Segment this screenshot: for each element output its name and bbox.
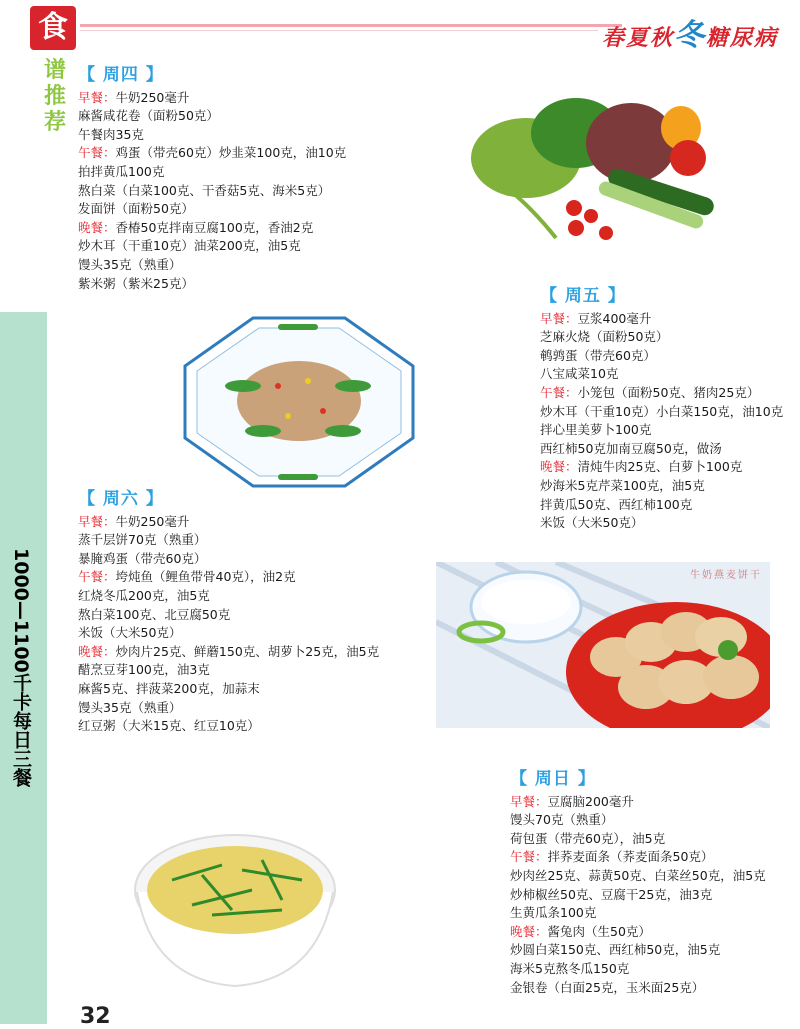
menu-text: 牛奶250毫升 — [115, 89, 190, 105]
meal-label: 午餐： — [78, 145, 116, 161]
menu-line — [78, 606, 379, 625]
menu-text: 西红柿50克加南豆腐50克，做汤 — [540, 440, 722, 456]
menu-line — [78, 624, 379, 643]
vegetables-image — [456, 88, 718, 256]
meal-label: 早餐： — [540, 310, 578, 326]
food-badge: 食 — [30, 6, 76, 50]
meal-label: 晚餐： — [78, 643, 116, 659]
menu-line — [78, 513, 379, 532]
menu-line — [510, 886, 766, 905]
menu-line — [78, 200, 346, 219]
menu-text: 香椿50克拌南豆腐100克，香油2克 — [115, 219, 314, 235]
menu-text: 馒头35克（熟重） — [78, 256, 182, 272]
menu-text: 红烧冬瓜200克，油5克 — [78, 587, 210, 603]
menu-friday — [540, 287, 783, 533]
page-number: 32 — [80, 1004, 111, 1029]
menu-text: 米饭（大米50克） — [78, 625, 182, 641]
day-title: 【 周四 】 — [78, 65, 164, 85]
menu-text: 鹌鹑蛋（带壳60克） — [540, 347, 656, 363]
menu-text: 拌黄瓜50克、西红柿100克 — [540, 496, 693, 512]
header-rule — [80, 24, 622, 27]
menu-line — [78, 126, 346, 145]
menu-text: 炒柿椒丝50克、豆腐干25克，油3克 — [510, 886, 713, 902]
menu-line — [78, 587, 379, 606]
menu-line — [540, 347, 783, 366]
menu-line — [510, 811, 766, 830]
side-vertical-title — [11, 548, 39, 787]
menu-line — [540, 365, 783, 384]
menu-text: 炒肉片25克、鲜蘑150克、胡萝卜25克，油5克 — [115, 643, 380, 659]
menu-text: 紫米粥（紫米25克） — [78, 275, 194, 291]
menu-line — [540, 421, 783, 440]
menu-line — [540, 384, 783, 403]
menu-text: 生黄瓜条100克 — [510, 905, 597, 921]
menu-line — [78, 89, 346, 108]
menu-line — [78, 107, 346, 126]
meal-label: 午餐： — [78, 569, 116, 585]
milk-oat-biscuit-photo — [436, 562, 770, 728]
menu-line — [510, 941, 766, 960]
menu-sunday — [510, 770, 766, 997]
menu-text: 酱兔肉（生50克） — [547, 923, 651, 939]
menu-text: 馒头35克（熟重） — [78, 699, 182, 715]
menu-line — [540, 440, 783, 459]
menu-text: 拌荞麦面条（荞麦面条50克） — [547, 849, 714, 865]
photo-caption: 牛奶燕麦饼干 — [690, 570, 762, 581]
menu-line — [78, 219, 346, 238]
menu-text: 暴腌鸡蛋（带壳60克） — [78, 550, 207, 566]
menu-line — [510, 848, 766, 867]
menu-line — [78, 144, 346, 163]
side-recommend-label — [44, 58, 72, 136]
meal-label: 晚餐： — [78, 219, 116, 235]
menu-text: 红豆粥（大米15克、红豆10克） — [78, 718, 260, 734]
menu-line — [78, 182, 346, 201]
menu-text: 馒头70克（熟重） — [510, 812, 614, 828]
menu-line — [510, 867, 766, 886]
menu-text: 鸡蛋（带壳60克）炒韭菜100克，油10克 — [115, 145, 347, 161]
recommend-char: 荐 — [44, 110, 67, 135]
brand-prefix: 春夏秋 — [601, 25, 674, 51]
menu-line — [540, 496, 783, 515]
menu-line — [540, 328, 783, 347]
menu-line — [78, 550, 379, 569]
menu-text: 炒肉丝25克、蒜黄50克、白菜丝50克，油5克 — [510, 867, 766, 883]
menu-text: 小笼包（面粉50克、猪肉25克） — [577, 384, 760, 400]
day-title: 【 周六 】 — [78, 489, 164, 509]
menu-line — [78, 568, 379, 587]
recommend-char: 谱 — [44, 58, 67, 83]
menu-line — [78, 256, 346, 275]
menu-text: 金银卷（白面25克，玉米面25克） — [510, 979, 705, 995]
meal-label: 晚餐： — [510, 923, 548, 939]
day-title: 【 周日 】 — [510, 769, 596, 789]
menu-line — [540, 514, 783, 533]
menu-line — [510, 979, 766, 998]
menu-line — [78, 717, 379, 736]
recommend-char: 推 — [44, 84, 67, 109]
menu-text: 熬白菜（白菜100克、干香菇5克、海米5克） — [78, 182, 331, 198]
brand-suffix: 糖尿病 — [705, 25, 778, 51]
menu-line — [510, 793, 766, 812]
menu-text: 炒木耳（干重10克）小白菜150克，油10克 — [540, 403, 784, 419]
vertical-title-text: 1000—1100千卡每日三餐 — [10, 548, 32, 787]
menu-line — [510, 960, 766, 979]
menu-text: 拍拌黄瓜100克 — [78, 163, 165, 179]
menu-text: 豆浆400毫升 — [577, 310, 652, 326]
menu-text: 牛奶250毫升 — [115, 513, 190, 529]
menu-saturday — [78, 490, 379, 736]
menu-thursday — [78, 66, 346, 293]
menu-line — [510, 904, 766, 923]
meal-label: 早餐： — [78, 89, 116, 105]
menu-text: 熬白菜100克、北豆腐50克 — [78, 606, 231, 622]
menu-line — [78, 163, 346, 182]
menu-text: 豆腐脑200毫升 — [547, 793, 634, 809]
menu-line — [540, 310, 783, 329]
meal-label: 午餐： — [540, 384, 578, 400]
menu-line — [78, 680, 379, 699]
menu-text: 蒸千层饼70克（熟重） — [78, 532, 207, 548]
meal-label: 午餐： — [510, 849, 548, 865]
menu-line — [78, 275, 346, 294]
biscuit-photo-drawing — [436, 562, 770, 728]
menu-line — [78, 531, 379, 550]
menu-line — [78, 699, 379, 718]
menu-line — [510, 830, 766, 849]
menu-text: 米饭（大米50克） — [540, 515, 644, 531]
menu-text: 芝麻火烧（面粉50克） — [540, 329, 669, 345]
menu-line — [78, 643, 379, 662]
menu-line — [540, 403, 783, 422]
menu-text: 炒木耳（干重10克）油菜200克，油5克 — [78, 238, 301, 254]
menu-line — [540, 477, 783, 496]
porridge-bowl-image — [132, 820, 338, 990]
menu-text: 麻酱5克、拌菠菜200克，加蒜末 — [78, 680, 260, 696]
meal-label: 晚餐： — [540, 459, 578, 475]
menu-text: 醋烹豆芽100克，油3克 — [78, 662, 210, 678]
menu-text: 拌心里美萝卜100克 — [540, 422, 652, 438]
brand-big-char: 冬 — [673, 18, 706, 53]
menu-line — [540, 458, 783, 477]
menu-line — [78, 237, 346, 256]
header-rule-thin — [80, 30, 598, 31]
menu-text: 午餐肉35克 — [78, 126, 144, 142]
menu-text: 八宝咸菜10克 — [540, 366, 619, 382]
menu-text: 海米5克熬冬瓜150克 — [510, 960, 630, 976]
meal-label: 早餐： — [78, 513, 116, 529]
brand-title — [602, 10, 778, 54]
menu-text: 荷包蛋（带壳60克），油5克 — [510, 830, 666, 846]
menu-text: 麻酱咸花卷（面粉50克） — [78, 108, 219, 124]
menu-text: 垮炖鱼（鲤鱼带骨40克），油2克 — [115, 569, 296, 585]
meal-label: 早餐： — [510, 793, 548, 809]
menu-text: 炒海米5克芹菜100克，油5克 — [540, 477, 705, 493]
menu-line — [510, 923, 766, 942]
salad-plate-image — [183, 316, 415, 488]
menu-text: 清炖牛肉25克、白萝卜100克 — [577, 459, 743, 475]
day-title: 【 周五 】 — [540, 286, 626, 306]
menu-text: 发面饼（面粉50克） — [78, 201, 194, 217]
menu-line — [78, 661, 379, 680]
menu-text: 炒圆白菜150克、西红柿50克，油5克 — [510, 942, 721, 958]
